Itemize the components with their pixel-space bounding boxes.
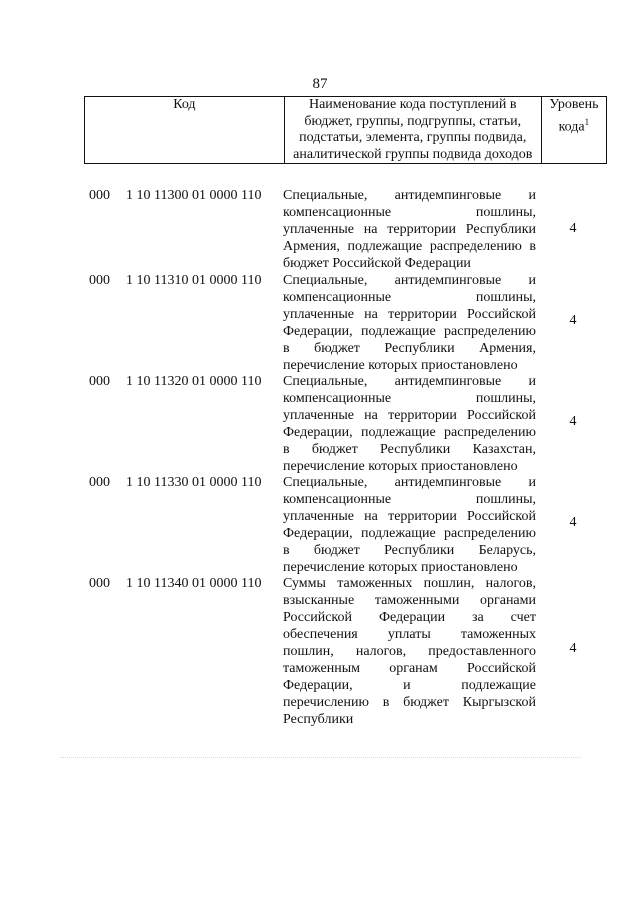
header-code: Код xyxy=(85,97,285,164)
row-admin-code: 000 xyxy=(89,576,110,591)
row-description-line: бюджет Российской Федерации xyxy=(283,256,471,271)
header-name: Наименование кода поступлений в бюджет, группы, подгруппы, статьи, подстатьи, элемента, группы подвида, аналитической группы подвида доходов xyxy=(284,97,541,164)
row-description-line: Специальные, антидемпинговые и xyxy=(283,374,536,389)
row-revenue-code: 1 10 11300 01 0000 110 xyxy=(126,188,262,203)
row-level: 4 xyxy=(569,313,577,328)
row-revenue-code: 1 10 11310 01 0000 110 xyxy=(126,273,262,288)
row-description-line: пошлин, налогов, предоставленного xyxy=(283,644,536,659)
row-admin-code: 000 xyxy=(89,475,110,490)
row-description-line: перечисление которых приостановлено xyxy=(283,459,518,474)
row-description-line: Федерации, подлежащие распределению xyxy=(283,425,536,440)
row-description-line: в бюджет Республики Беларусь, xyxy=(283,543,536,558)
row-level: 4 xyxy=(569,515,577,530)
row-description-line: обеспечения уплаты таможенных xyxy=(283,627,536,642)
row-revenue-code: 1 10 11320 01 0000 110 xyxy=(126,374,262,389)
row-admin-code: 000 xyxy=(89,188,110,203)
row-description-line: Федерации, подлежащие распределению xyxy=(283,526,536,541)
row-admin-code: 000 xyxy=(89,273,110,288)
row-description-line: таможенным органам Российской xyxy=(283,661,536,676)
header-level-label: Уровень кода xyxy=(549,97,599,135)
row-description xyxy=(283,575,536,728)
row-description-line: Армения, подлежащие распределению в xyxy=(283,239,536,254)
row-description-line: компенсационные пошлины, xyxy=(283,290,536,305)
table-header xyxy=(84,96,607,164)
row-description-line: компенсационные пошлины, xyxy=(283,492,536,507)
scan-artifact-line xyxy=(60,757,580,758)
row-description xyxy=(283,272,536,374)
row-description xyxy=(283,474,536,576)
row-level: 4 xyxy=(569,414,577,429)
row-description-line: в бюджет Республики Армения, xyxy=(283,341,536,356)
header-level xyxy=(541,97,606,164)
row-level: 4 xyxy=(569,641,577,656)
row-description-line: взысканные таможенными органами xyxy=(283,593,536,608)
page-number: 87 xyxy=(312,76,328,92)
row-description-line: перечисление которых приостановлено xyxy=(283,358,518,373)
row-description-line: компенсационные пошлины, xyxy=(283,205,536,220)
row-description-line: Федерации, подлежащие распределению xyxy=(283,324,536,339)
row-description-line: уплаченные на территории Российской xyxy=(283,307,536,322)
row-revenue-code: 1 10 11330 01 0000 110 xyxy=(126,475,262,490)
row-description-line: Федерации, и подлежащие xyxy=(283,678,536,693)
row-description xyxy=(283,187,536,272)
row-description-line: Российской Федерации за счет xyxy=(283,610,536,625)
row-admin-code: 000 xyxy=(89,374,110,389)
row-description-line: уплаченные на территории Российской xyxy=(283,408,536,423)
row-description-line: Специальные, антидемпинговые и xyxy=(283,273,536,288)
row-level: 4 xyxy=(569,221,577,236)
row-description-line: Суммы таможенных пошлин, налогов, xyxy=(283,576,536,591)
row-description-line: Специальные, антидемпинговые и xyxy=(283,475,536,490)
row-description-line: перечислению в бюджет Кыргызской xyxy=(283,695,536,710)
row-description-line: Республики xyxy=(283,712,354,727)
row-description-line: уплаченные на территории Республики xyxy=(283,222,536,237)
row-description xyxy=(283,373,536,475)
row-description-line: Специальные, антидемпинговые и xyxy=(283,188,536,203)
row-description-line: уплаченные на территории Российской xyxy=(283,509,536,524)
row-description-line: в бюджет Республики Казахстан, xyxy=(283,442,536,457)
row-description-line: компенсационные пошлины, xyxy=(283,391,536,406)
header-level-footnote: 1 xyxy=(584,116,590,127)
row-revenue-code: 1 10 11340 01 0000 110 xyxy=(126,576,262,591)
row-description-line: перечисление которых приостановлено xyxy=(283,560,518,575)
